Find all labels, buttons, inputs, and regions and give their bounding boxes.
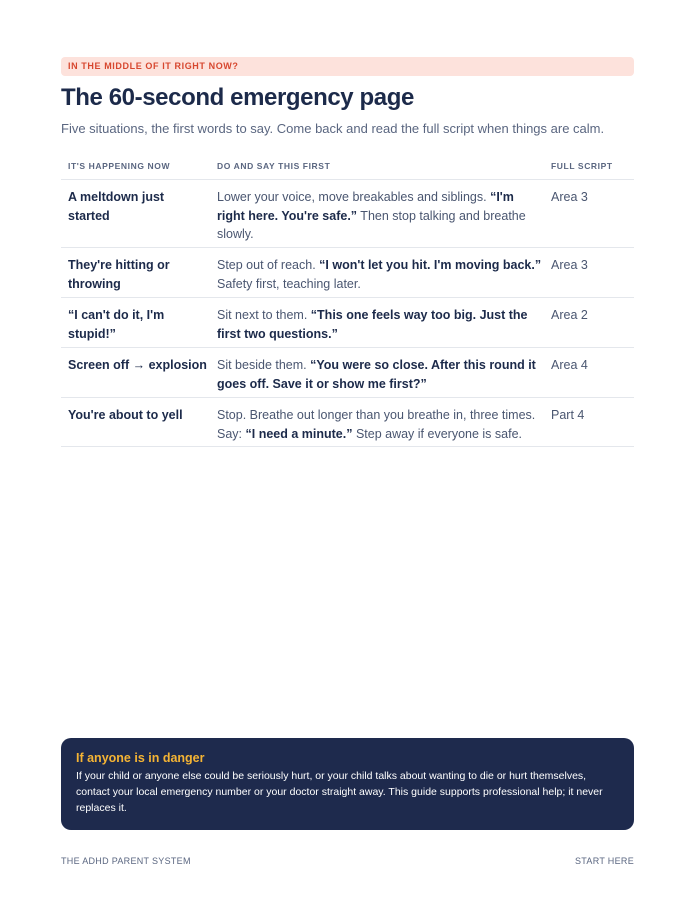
row-script-link: Area 3 [551, 258, 588, 272]
row-situation: “I can't do it, I'm stupid!” [68, 308, 165, 341]
header-situation: IT'S HAPPENING NOW [68, 160, 171, 171]
row-action: Lower your voice, move breakables and siblings. “I'm right here. You're safe.” Then stop talking and breathe slowly. [217, 190, 526, 241]
page-subtitle: Five situations, the first words to say. Come back and read the full script when things are calm. [61, 121, 605, 136]
row-situation: A meltdown just started [68, 190, 165, 223]
row-action: Stop. Breathe out longer than you breathe in, three times. Say: “I need a minute.” Step away if everyone is safe. [217, 408, 536, 441]
page-title: The 60-second emergency page [61, 84, 414, 111]
table-header [61, 152, 634, 180]
table-row [61, 298, 634, 348]
section-badge: IN THE MIDDLE OF IT RIGHT NOW? [61, 57, 634, 76]
table-row [61, 348, 634, 398]
danger-body: If your child or anyone else could be seriously hurt, or your child talks about wanting to die or hurt themselves, contact your local emergency number or your doctor straight away. This guide supports professional help; it never replaces it. [76, 770, 603, 814]
footer-brand: THE ADHD PARENT SYSTEM [61, 856, 191, 866]
footer-section: START HERE [574, 856, 634, 866]
emergency-table [61, 152, 634, 447]
header-script: FULL SCRIPT [551, 160, 613, 171]
danger-title: If anyone is in danger [76, 751, 205, 765]
row-situation: They're hitting or throwing [68, 258, 170, 291]
row-situation: You're about to yell [68, 408, 183, 422]
row-action: Step out of reach. “I won't let you hit. I'm moving back.” Safety first, teaching later. [217, 258, 542, 291]
table-row [61, 180, 634, 248]
row-situation: Screen off → explosion [68, 358, 207, 372]
table-row [61, 248, 634, 298]
row-action: Sit next to them. “This one feels way too big. Just the first two questions.” [217, 308, 528, 341]
row-script-link: Area 3 [551, 190, 588, 204]
table-row [61, 398, 634, 447]
row-script-link: Area 4 [551, 358, 588, 372]
header-action: DO AND SAY THIS FIRST [217, 160, 331, 171]
danger-callout [61, 738, 634, 830]
row-action: Sit beside them. “You were so close. After this round it goes off. Save it or show me first?” [217, 358, 536, 391]
row-script-link: Part 4 [551, 408, 585, 422]
row-script-link: Area 2 [551, 308, 588, 322]
